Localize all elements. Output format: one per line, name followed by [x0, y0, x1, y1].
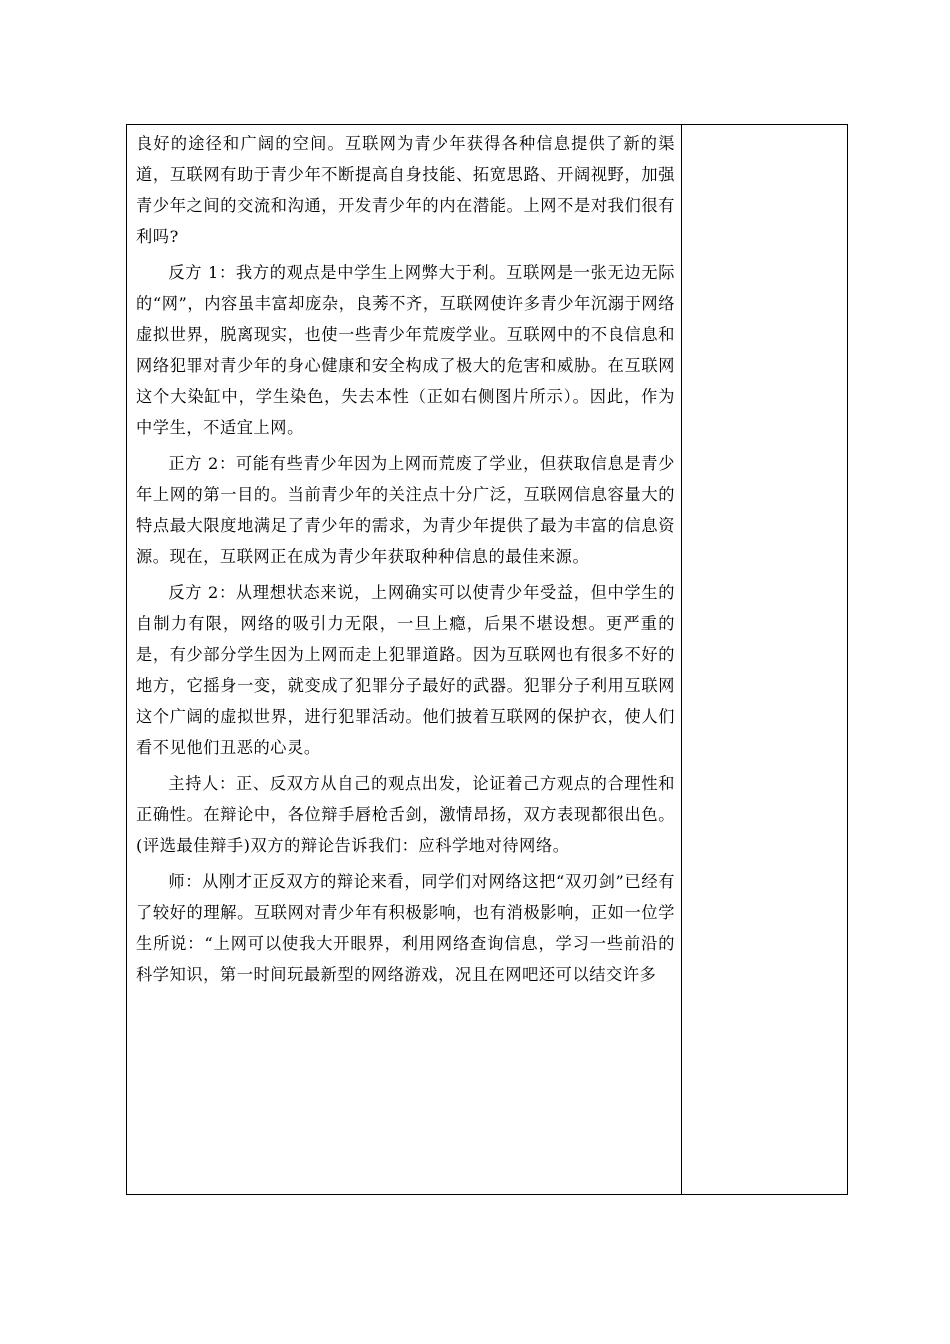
paragraph-teacher: 师：从刚才正反双方的辩论来看，同学们对网络这把“双刃剑”已经有了较好的理解。互联网对青少年有积极影响，也有消极影响，正如一位学生所说：“上网可以使我大开眼界，利用网络查询信息，学习一些前沿的科学知识，第一时间玩最新型的网络游戏，况且在网吧还可以结交许多	[136, 872, 675, 984]
paragraph-continuation: 良好的途径和广阔的空间。互联网为青少年获得各种信息提供了新的渠道，互联网有助于青少年不断提高自身技能、拓宽思路、开阔视野，加强青少年之间的交流和沟通，开发青少年的内在潜能。上网不是对我们很有利吗?	[136, 134, 675, 246]
document-table	[126, 124, 848, 1195]
notes-cell	[682, 125, 847, 1194]
content-cell	[127, 125, 682, 1194]
paragraph-host: 主持人：正、反双方从自己的观点出发，论证着己方观点的合理性和正确性。在辩论中，各位辩手唇枪舌剑，激情昂扬，双方表现都很出色。(评选最佳辩手)双方的辩论告诉我们：应科学地对待网络。	[136, 774, 675, 855]
paragraph-con-side-2: 反方 2：从理想状态来说，上网确实可以使青少年受益，但中学生的自制力有限，网络的吸引力无限，一旦上瘾，后果不堪设想。更严重的是，有少部分学生因为上网而走上犯罪道路。因为互联网也有很多不好的地方，它摇身一变，就变成了犯罪分子最好的武器。犯罪分子利用互联网这个广阔的虚拟世界，进行犯罪活动。他们披着互联网的保护衣，使人们看不见他们丑恶的心灵。	[136, 583, 675, 757]
paragraph-con-side-1: 反方 1：我方的观点是中学生上网弊大于利。互联网是一张无边无际的“网”，内容虽丰富却庞杂，良莠不齐，互联网使许多青少年沉溺于网络虚拟世界，脱离现实，也使一些青少年荒废学业。互联网中的不良信息和网络犯罪对青少年的身心健康和安全构成了极大的危害和威胁。在互联网这个大染缸中，学生染色，失去本性（正如右侧图片所示）。因此，作为中学生，不适宜上网。	[136, 263, 675, 437]
paragraph-pro-side-2: 正方 2：可能有些青少年因为上网而荒废了学业，但获取信息是青少年上网的第一目的。当前青少年的关注点十分广泛，互联网信息容量大的特点最大限度地满足了青少年的需求，为青少年提供了最为丰富的信息资源。现在，互联网正在成为青少年获取种种信息的最佳来源。	[136, 454, 675, 566]
